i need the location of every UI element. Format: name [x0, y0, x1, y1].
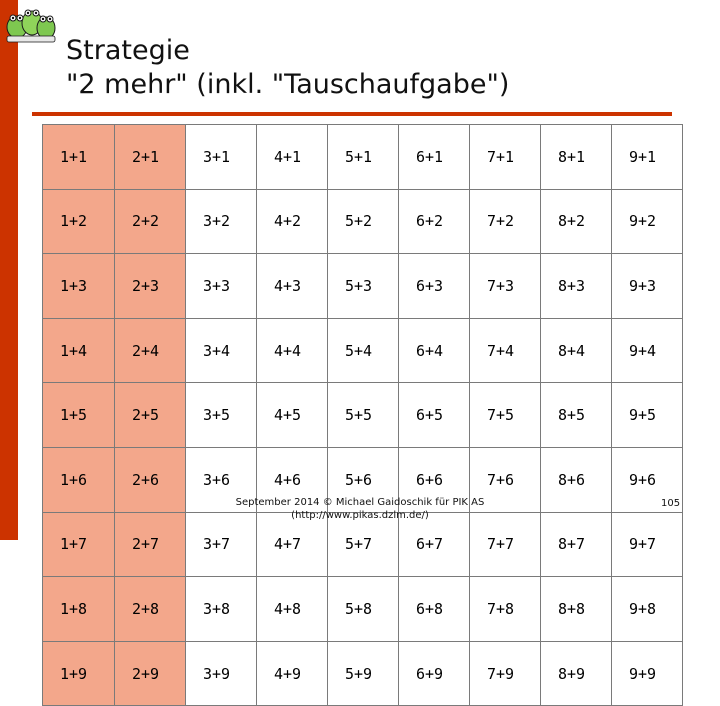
table-cell: 5+6 [328, 447, 399, 512]
table-cell: 6+8 [399, 577, 470, 642]
table-cell: 9+4 [612, 318, 683, 383]
table-cell: 1+3 [43, 254, 115, 319]
table-cell: 7+4 [470, 318, 541, 383]
table-cell: 2+7 [115, 512, 186, 577]
table-cell: 9+2 [612, 189, 683, 254]
side-accent-bar [0, 0, 18, 540]
table-cell: 3+1 [186, 125, 257, 190]
table-row [43, 189, 683, 254]
table-cell: 6+1 [399, 125, 470, 190]
table-cell: 8+7 [541, 512, 612, 577]
table-cell: 8+3 [541, 254, 612, 319]
table-cell: 2+6 [115, 447, 186, 512]
footer-credit [232, 496, 488, 522]
addition-table [42, 124, 683, 706]
table-cell: 5+7 [328, 512, 399, 577]
table-cell: 4+3 [257, 254, 328, 319]
table-cell: 6+9 [399, 641, 470, 706]
table-cell: 6+6 [399, 447, 470, 512]
table-cell: 1+6 [43, 447, 115, 512]
table-cell: 8+8 [541, 577, 612, 642]
table-cell: 5+2 [328, 189, 399, 254]
table-cell: 4+6 [257, 447, 328, 512]
title-line-1: Strategie [66, 35, 190, 66]
title-underline [32, 112, 672, 116]
table-cell: 8+2 [541, 189, 612, 254]
table-cell: 6+3 [399, 254, 470, 319]
table-cell: 8+4 [541, 318, 612, 383]
table-row [43, 577, 683, 642]
table-cell: 4+7 [257, 512, 328, 577]
table-cell: 2+1 [115, 125, 186, 190]
table-cell: 2+5 [115, 383, 186, 448]
table-cell: 1+7 [43, 512, 115, 577]
table-cell: 1+9 [43, 641, 115, 706]
table-cell: 7+5 [470, 383, 541, 448]
table-cell: 6+2 [399, 189, 470, 254]
table-cell: 8+6 [541, 447, 612, 512]
table-cell: 7+8 [470, 577, 541, 642]
table-cell: 9+6 [612, 447, 683, 512]
table-cell: 7+7 [470, 512, 541, 577]
table-cell: 7+2 [470, 189, 541, 254]
table-row [43, 641, 683, 706]
table-cell: 6+5 [399, 383, 470, 448]
table-cell: 9+7 [612, 512, 683, 577]
table-cell: 1+5 [43, 383, 115, 448]
page-number: 105 [661, 498, 681, 509]
table-cell: 3+6 [186, 447, 257, 512]
table-cell: 9+3 [612, 254, 683, 319]
table-cell: 4+8 [257, 577, 328, 642]
table-cell: 6+4 [399, 318, 470, 383]
table-cell: 7+6 [470, 447, 541, 512]
table-cell: 5+8 [328, 577, 399, 642]
table-cell: 3+3 [186, 254, 257, 319]
table-cell: 2+2 [115, 189, 186, 254]
table-cell: 7+3 [470, 254, 541, 319]
table-cell: 8+5 [541, 383, 612, 448]
table-cell: 6+7 [399, 512, 470, 577]
table-cell: 9+5 [612, 383, 683, 448]
table-cell: 4+2 [257, 189, 328, 254]
table-cell: 3+2 [186, 189, 257, 254]
table-cell: 2+3 [115, 254, 186, 319]
table-cell: 3+7 [186, 512, 257, 577]
table-cell: 8+1 [541, 125, 612, 190]
table-cell: 1+1 [43, 125, 115, 190]
table-cell: 5+9 [328, 641, 399, 706]
slide-title [66, 34, 509, 102]
table-cell: 5+3 [328, 254, 399, 319]
table-cell: 9+8 [612, 577, 683, 642]
table-cell: 7+9 [470, 641, 541, 706]
table-cell: 3+4 [186, 318, 257, 383]
table-cell: 1+8 [43, 577, 115, 642]
table-row [43, 125, 683, 190]
table-cell: 7+1 [470, 125, 541, 190]
table-cell: 1+4 [43, 318, 115, 383]
table-row [43, 254, 683, 319]
table-cell: 4+4 [257, 318, 328, 383]
table-cell: 5+4 [328, 318, 399, 383]
table-cell: 2+4 [115, 318, 186, 383]
table-cell: 3+8 [186, 577, 257, 642]
table-cell: 3+5 [186, 383, 257, 448]
table-cell: 5+1 [328, 125, 399, 190]
table-cell: 3+9 [186, 641, 257, 706]
table-cell: 4+9 [257, 641, 328, 706]
table-cell: 9+9 [612, 641, 683, 706]
table-row [43, 383, 683, 448]
table-cell: 2+9 [115, 641, 186, 706]
table-cell: 1+2 [43, 189, 115, 254]
footer-line-2: (http://www.pikas.dzlm.de/) [291, 510, 429, 521]
table-row [43, 318, 683, 383]
title-line-2: "2 mehr" (inkl. "Tauschaufgabe") [66, 69, 510, 100]
table-cell: 8+9 [541, 641, 612, 706]
table-cell: 5+5 [328, 383, 399, 448]
table-cell: 4+1 [257, 125, 328, 190]
footer-line-1: September 2014 © Michael Gaidoschik für PIK AS [235, 497, 485, 508]
table-cell: 2+8 [115, 577, 186, 642]
frogs-logo-icon [5, 3, 57, 47]
table-cell: 9+1 [612, 125, 683, 190]
table-cell: 4+5 [257, 383, 328, 448]
